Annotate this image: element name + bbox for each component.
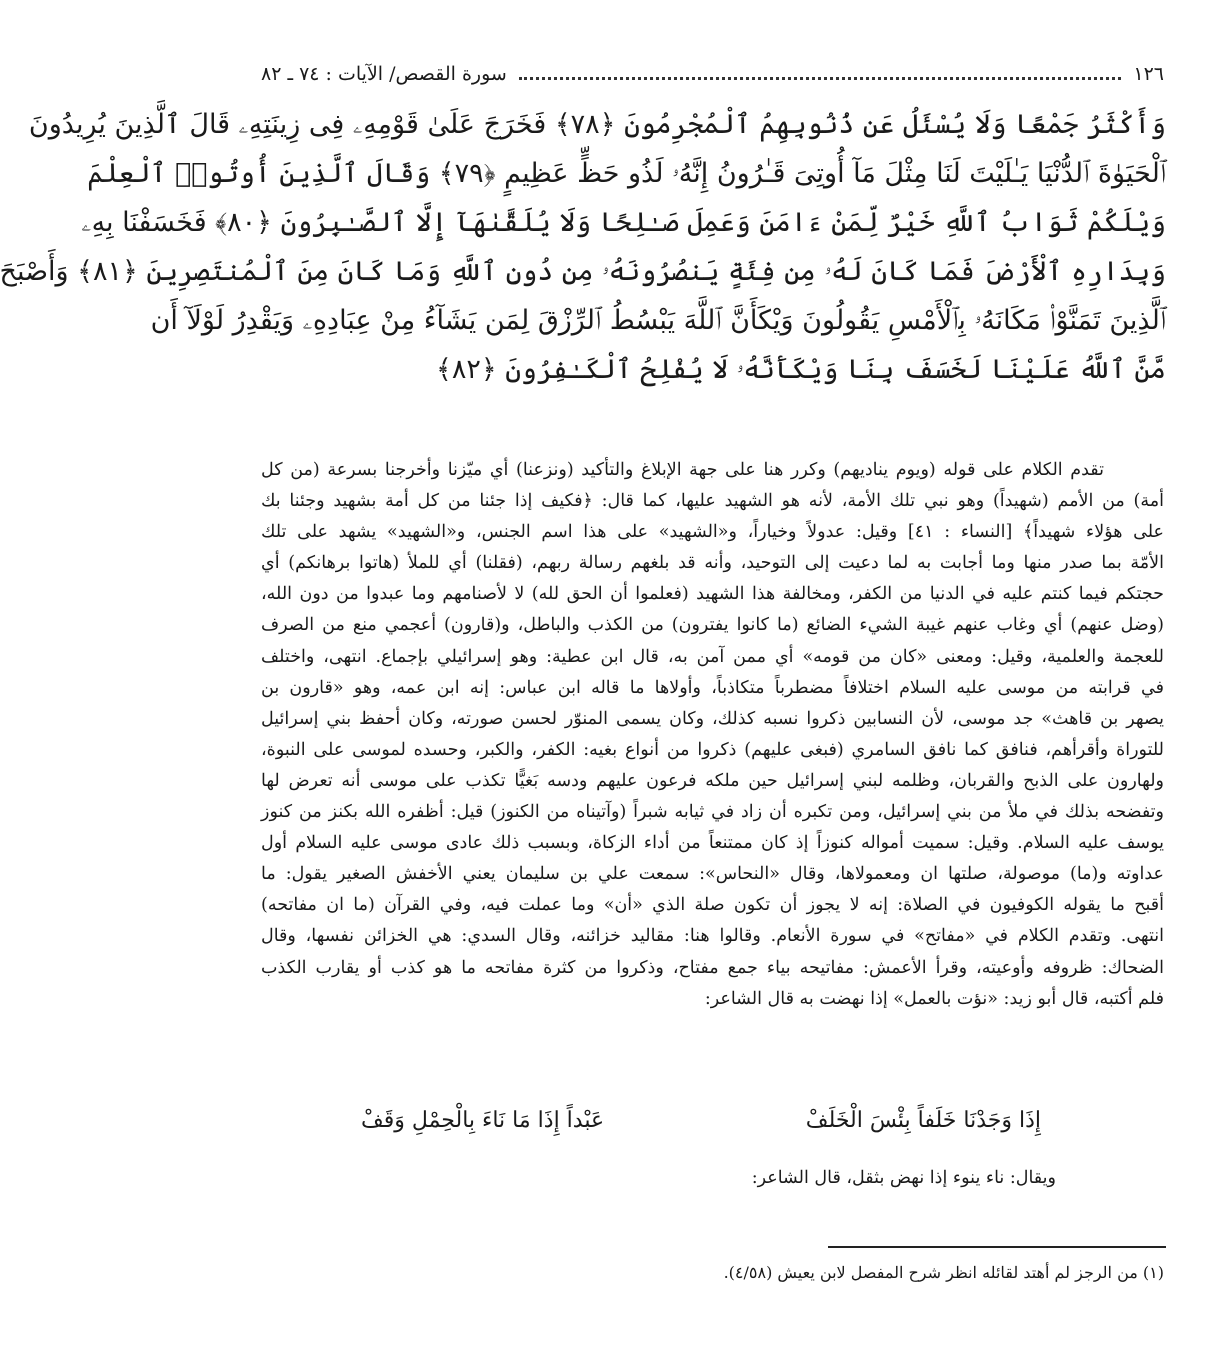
page-number: ١٢٦ xyxy=(1133,63,1164,85)
commentary-line: على هؤلاء شهيداً﴾ [النساء : ٤١] وقيل: عدولاً وخياراً، و«الشهيد» على هذا اسم الجنس، و«الشهيد» يشهد على تلك xyxy=(261,522,1164,543)
verse-line: مَّنَّ ٱللَّهُ عَلَيْنَا لَخَسَفَ بِنَا وَيْكَأَنَّهُۥ لَا يُفْلِحُ ٱلْكَـٰفِرُونَ ﴿٨٢﴾ xyxy=(435,354,1166,385)
commentary-line: أمة) من الأمم (شهيداً) وهو نبي تلك الأمة، لأنه هو الشهيد عليها، كما قال: ﴿فكيف إذا جئنا من كل أمة بشهيد وجئنا بك xyxy=(261,491,1164,512)
commentary-line: الضحاك: ظروفه وأوعيته، وقرأ الأعمش: مفاتيحه بياء جمع مفتاح، وذكروا من كثرة مفاتحه ما هو كذب أو يقارب الكذب xyxy=(261,957,1164,978)
commentary-line: تقدم الكلام على قوله (ويوم يناديهم) وكرر هنا على جهة الإبلاغ والتأكيد (ونزعنا) أي ميّزنا وأخرجنا بسرعة (من كل xyxy=(261,460,1104,480)
commentary-line: يصهر بن قاهث» جد موسى، لأن النسابين ذكروا نسبه كذلك، وكان يسمى المنوّر لحسن صورته، وكان أحفظ بني إسرائيل xyxy=(261,708,1164,729)
commentary-line: فلم أكتبه، قال أبو زيد: «نؤت بالعمل» إذا نهضت به قال الشاعر: xyxy=(704,988,1164,1009)
poetry-verse xyxy=(361,1108,1041,1133)
commentary-line: أقبح ما يقوله الكوفيون في الصلاة: إنه لا يجوز أن تكون صلة الذي «أن» وما عملت فيه، وفي القرآن (ما ان مفاتحه) xyxy=(261,895,1164,916)
commentary-text xyxy=(261,455,1164,1015)
running-title: سورة القصص/ الآيات : ٧٤ ـ ٨٢ xyxy=(261,63,507,85)
commentary-line: حجتكم فيما كنتم عليه في الدنيا من الكفر، ومخالفة هذا الشهيد (فعلموا أن الحق لله) لا لأصنامهم وما عبدوا من دون الله، xyxy=(261,584,1164,605)
poetry-hemistich-second: عَبْداً إِذَا مَا نَاءَ بِالْحِمْلِ وَقَفْ xyxy=(361,1108,605,1133)
commentary-line: وتفضحه بذلك في ملأ من بني إسرائيل، ومن تكبره أن زاد في ثيابه شبراً (وآتيناه من الكنوز) قيل: أظفره الله بكنز من كنوز xyxy=(261,802,1164,823)
commentary-line: للتوراة وأقرأهم، فنافق كما نافق السامري (فبغى عليهم) ذكروا من أنواع بغيه: الكفر، والكبر، وحسده لموسى على النبوة، xyxy=(261,739,1164,760)
verse-line: وَأَكْثَرُ جَمْعًا وَلَا يُسْئَلُ عَن ذُنُوبِهِمُ ٱلْمُجْرِمُونَ ﴿٧٨﴾ فَخَرَجَ عَلَىٰ قَوْمِهِۦ فِى زِينَتِهِۦ قَالَ ٱلَّذِينَ يُرِيدُونَ xyxy=(28,109,1166,140)
commentary-line: يوسف عليه السلام. وقيل: سميت أمواله كنوزاً إذ كان ممتنعاً من أداء الزكاة، وبسبب ذلك عادى موسى عليه السلام أول xyxy=(261,833,1164,854)
verse-line: وَبِدَارِهِ ٱلْأَرْضَ فَمَا كَانَ لَهُۥ مِن فِئَةٍ يَنصُرُونَهُۥ مِن دُونِ ٱللَّهِ وَمَا كَانَ مِنَ ٱلْمُنتَصِرِينَ ﴿٨١﴾ وَأَصْبَحَ xyxy=(0,256,1166,287)
poetry-hemistich-first: إِذَا وَجَدْنَا خَلَفاً بِئْسَ الْخَلَفْ xyxy=(805,1108,1041,1133)
commentary-line: عداوته و(ما) موصولة، صلتها ان ومعمولاها، وقال «النحاس»: سمعت علي بن سليمان يعني الأخفش الصغير يقول: ما xyxy=(261,864,1164,885)
commentary-line: (وضل عنهم) أي وغاب عنهم غيبة الشيء الضائع (ما كانوا يفترون) من الكذب والباطل، و(قارون) أعجمي منع من الصرف xyxy=(261,615,1164,636)
verse-line: ٱلْحَيَوٰةَ ٱلدُّنْيَا يَـٰلَيْتَ لَنَا مِثْلَ مَآ أُوتِىَ قَـٰرُونُ إِنَّهُۥ لَذُو حَظٍّ عَظِيمٍ ﴿٧٩﴾ وَقَالَ ٱلَّذِينَ أُوتُوا۟ ٱلْعِلْمَ xyxy=(87,158,1166,189)
footnote-separator xyxy=(828,1246,1166,1248)
page-header xyxy=(261,58,1164,90)
footnote: (١) من الرجز لم أهتد لقائله انظر شرح المفصل لابن يعيش (٤/٥٨). xyxy=(723,1263,1164,1282)
commentary-line: انتهى. وتقدم الكلام في «مفاتح» في سورة الأنعام. وقالوا هنا: مقاليد خزائنه، وقال السدي: هي الخزائن نفسها، وقال xyxy=(261,926,1164,947)
quran-verses xyxy=(0,100,1166,394)
commentary-line: ولهارون على الذبح والقربان، وظلمه لبني إسرائيل حين ملكه فرعون عليهم ودسه بَغيًّا تكذب على موسى أنه تعرض لها xyxy=(261,770,1164,791)
verse-line: وَيْلَكُمْ ثَوَابُ ٱللَّهِ خَيْرٌ لِّمَنْ ءَامَنَ وَعَمِلَ صَـٰلِحًا وَلَا يُلَقَّىٰهَآ إِلَّا ٱلصَّـٰبِرُونَ ﴿٨٠﴾ فَخَسَفْنَا بِهِۦ xyxy=(81,207,1166,238)
post-poetry-text: ويقال: ناء ينوء إذا نهض بثقل، قال الشاعر: xyxy=(751,1168,1056,1188)
commentary-line: في قرابته من موسى عليه السلام اختلافاً مضطرباً متكاذباً، وأولاها ما قاله ابن عباس: إنه ابن عمه، وهو «قارون بن xyxy=(261,677,1164,698)
commentary-line: للعجمة والعلمية، وقيل: ومعنى «كان من قومه» أي ممن آمن به، قال ابن عطية: وهو إسرائيلي بإجماع. انتهى، واختلف xyxy=(261,646,1164,667)
header-dot-leader xyxy=(519,77,1122,80)
commentary-line: الأمّة بما صدر منها وما أجابت به لما دعيت إلى التوحيد، وأنه قد بلغهم رسالة ربهم، (فقلنا) أي للملأ (هاتوا برهانكم) أي xyxy=(261,553,1164,574)
verse-line: ٱلَّذِينَ تَمَنَّوْا۟ مَكَانَهُۥ بِٱلْأَمْسِ يَقُولُونَ وَيْكَأَنَّ ٱللَّهَ يَبْسُطُ ٱلرِّزْقَ لِمَن يَشَآءُ مِنْ عِبَادِهِۦ وَيَقْدِرُ لَوْلَآ أَن xyxy=(150,305,1166,336)
